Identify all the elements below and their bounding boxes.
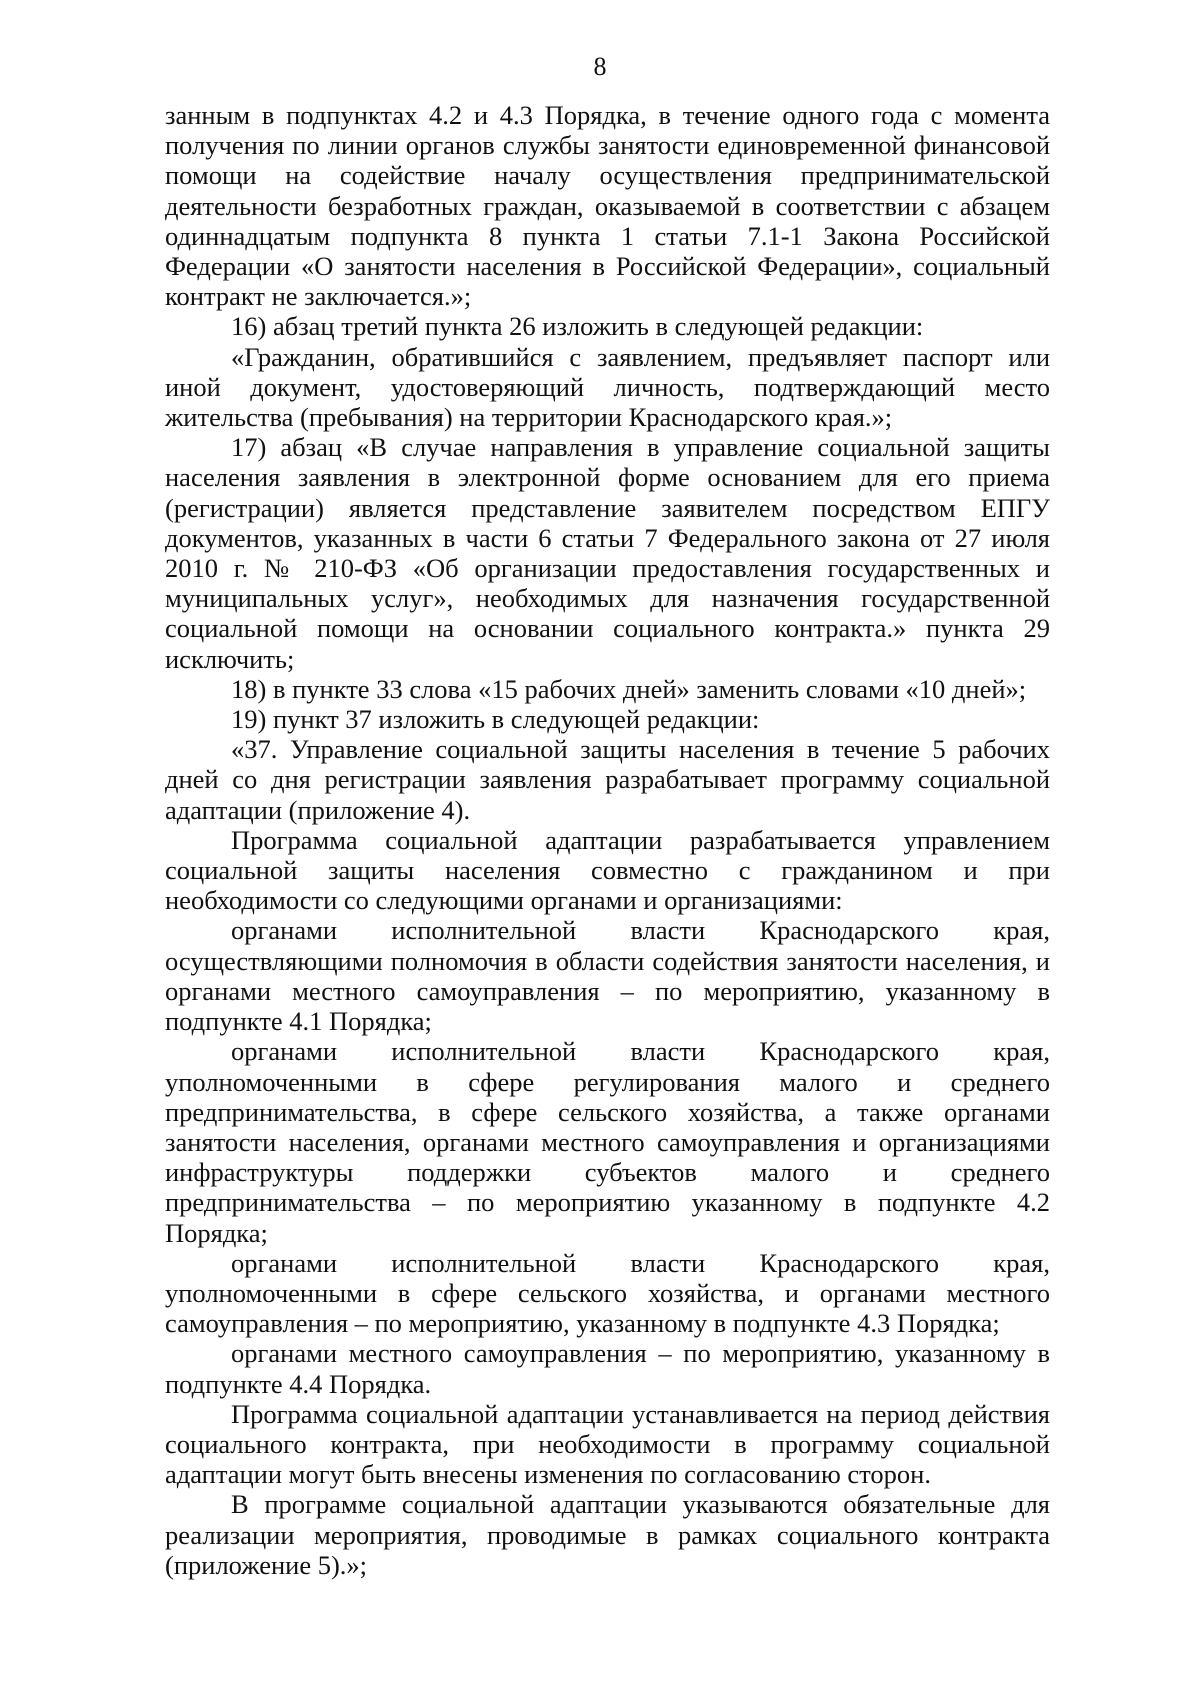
paragraph: 16) абзац третий пункта 26 изложить в следующей редакции: bbox=[231, 311, 924, 342]
paragraph: 18) в пункте 33 слова «15 рабочих дней» заменить словами «10 дней»; bbox=[231, 673, 1027, 704]
paragraph: 17) абзац «В случае направления в управление социальной защиты населения заявления в электронной форме основанием для его приема (регистрации) является представление заявителем посредством ЕПГУ документов, указанных в части 6 статьи 7 Федерального закона от 27 июля 2010 г. № 210-ФЗ «Об организации предоставления государственных и муниципальных услуг», необходимых для назначения государственной социальной помощи на основании социального контракта.» пункта 29 исключить; bbox=[165, 432, 1050, 674]
paragraph: Программа социальной адаптации разрабатывается управлением социальной защиты населения совместно с гражданином и при необходимости со следующими органами и организациями: bbox=[165, 824, 1050, 916]
paragraph: 19) пункт 37 изложить в следующей редакции: bbox=[231, 704, 760, 735]
paragraph: Программа социальной адаптации устанавливается на период действия социального контракта, при необходимости в программу социальной адаптации могут быть внесены изменения по согласованию сторон. bbox=[165, 1398, 1050, 1490]
paragraph: «37. Управление социальной защиты населения в течение 5 рабочих дней со дня регистрации заявления разрабатывает программу социальной адаптации (приложение 4). bbox=[165, 734, 1050, 825]
paragraph: органами местного самоуправления – по мероприятию, указанному в подпункте 4.4 Порядка. bbox=[165, 1338, 1050, 1399]
paragraph: занным в подпунктах 4.2 и 4.3 Порядка, в течение одного года с момента получения по линии органов службы занятости единовременной финансовой помощи на содействие началу осуществления предпринимательской деятельности безработных граждан, оказываемой в соответствии с абзацем одиннадцатым подпункта 8 пункта 1 статьи 7.1-1 Закона Российской Федерации «О занятости населения в Российской Федерации», социальный контракт не заключается.»; bbox=[165, 100, 1050, 312]
document-body bbox=[165, 100, 1050, 1580]
paragraph: В программе социальной адаптации указываются обязательные для реализации мероприятия, проводимые в рамках социального контракта (приложение 5).»; bbox=[165, 1489, 1050, 1580]
paragraph: органами исполнительной власти Краснодарского края, уполномоченными в сфере регулирования малого и среднего предпринимательства, в сфере сельского хозяйства, а также органами занятости населения, органами местного самоуправления и организациями инфраструктуры поддержки субъектов малого и среднего предпринимательства – по мероприятию указанному в подпункте 4.2 Порядка; bbox=[165, 1036, 1050, 1248]
paragraph: органами исполнительной власти Краснодарского края, уполномоченными в сфере сельского хозяйства, и органами местного самоуправления – по мероприятию, указанному в подпункте 4.3 Порядка; bbox=[165, 1247, 1050, 1339]
paragraph: «Гражданин, обратившийся с заявлением, предъявляет паспорт или иной документ, удостоверяющий личность, подтверждающий место жительства (пребывания) на территории Краснодарского края.»; bbox=[165, 341, 1050, 433]
page-number: 8 bbox=[593, 52, 607, 81]
paragraph: органами исполнительной власти Краснодарского края, осуществляющими полномочия в области содействия занятости населения, и органами местного самоуправления – по мероприятию, указанному в подпункте 4.1 Порядка; bbox=[165, 915, 1050, 1037]
